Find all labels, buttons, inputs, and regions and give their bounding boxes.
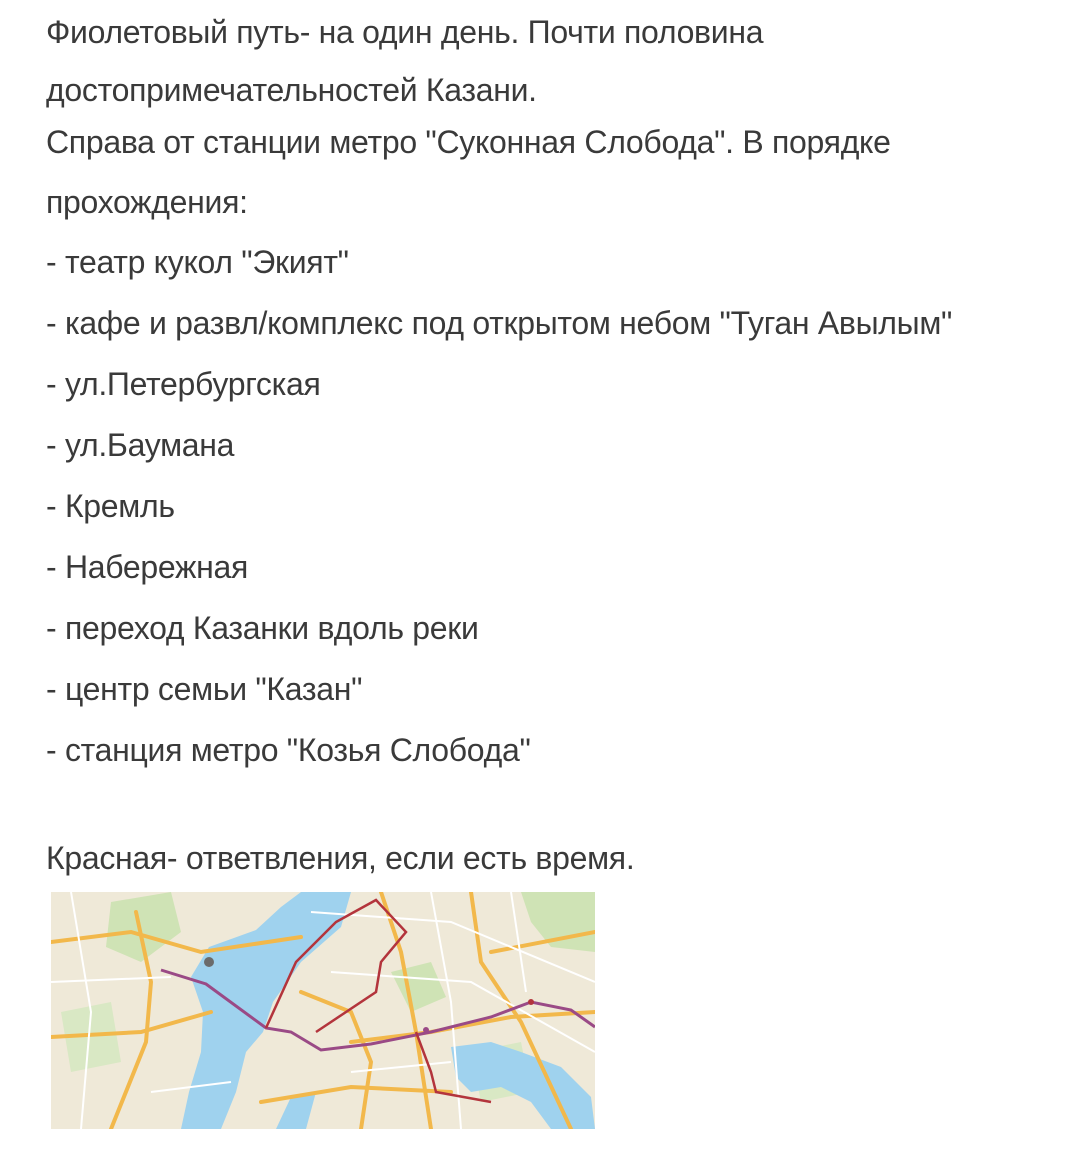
route-list-item: - Кремль — [46, 488, 175, 524]
route-list-item: - театр кукол "Экият" — [46, 244, 349, 280]
route-list-item: - ул.Петербургская — [46, 366, 321, 402]
route-list-item: - переход Казанки вдоль реки — [46, 610, 479, 646]
start-text: Справа от станции метро "Суконная Слобода". В порядке — [46, 124, 891, 160]
route-list-item: - кафе и развл/комплекс под открытом небом "Туган Авылым" — [46, 305, 953, 341]
route-map-image[interactable] — [51, 892, 595, 1129]
red-route-note: Красная- ответвления, если есть время. — [46, 840, 635, 876]
map-marker — [423, 1027, 429, 1033]
route-list-item: - центр семьи "Казан" — [46, 671, 363, 707]
intro-text: достопримечательностей Казани. — [46, 72, 537, 108]
start-text: прохождения: — [46, 184, 248, 220]
route-list-item: - Набережная — [46, 549, 249, 585]
route-list-item: - ул.Баумана — [46, 427, 235, 463]
route-map-svg — [51, 892, 595, 1129]
map-marker — [528, 999, 534, 1005]
intro-text: Фиолетовый путь- на один день. Почти половина — [46, 14, 764, 50]
route-list-item: - станция метро "Козья Слобода" — [46, 732, 531, 768]
map-marker — [204, 957, 214, 967]
